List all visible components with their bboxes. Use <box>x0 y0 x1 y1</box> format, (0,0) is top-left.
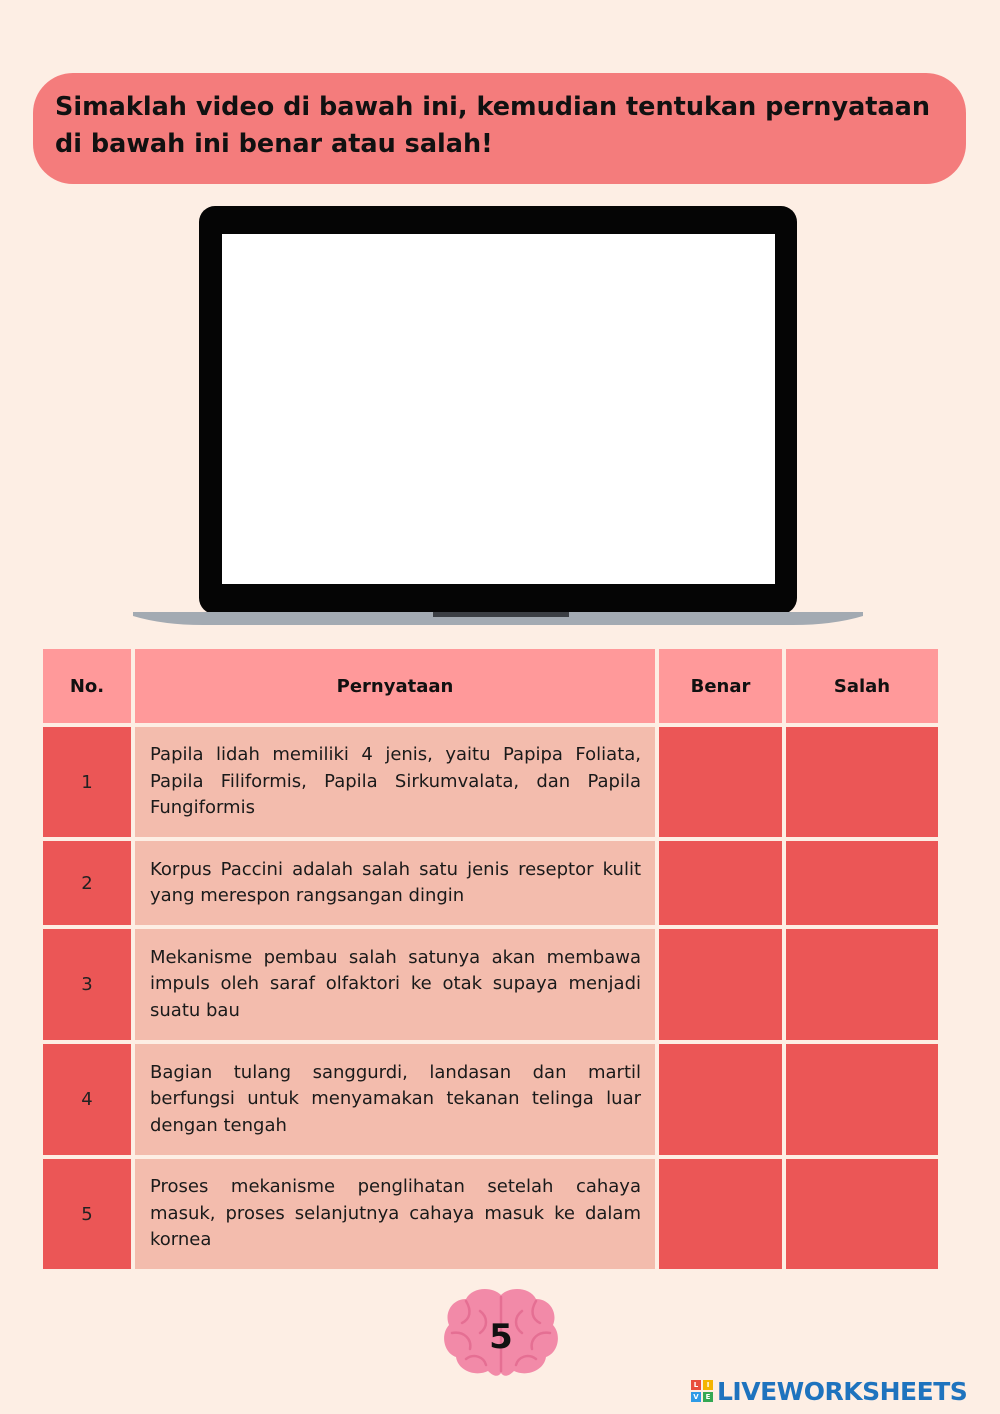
answer-false-cell[interactable] <box>786 727 938 837</box>
laptop-notch <box>433 612 569 617</box>
answer-true-cell[interactable] <box>659 1159 782 1269</box>
answer-false-cell[interactable] <box>786 929 938 1040</box>
table-row <box>43 1044 938 1155</box>
watermark-text: LIVEWORKSHEETS <box>717 1376 968 1406</box>
table-header-row <box>43 649 938 723</box>
row-statement: Mekanisme pembau salah satunya akan membawa impuls oleh saraf olfaktori ke otak supaya menjadi suatu bau <box>135 929 655 1040</box>
header-no: No. <box>43 649 131 723</box>
answer-true-cell[interactable] <box>659 1044 782 1155</box>
header-true: Benar <box>659 649 782 723</box>
answer-true-cell[interactable] <box>659 929 782 1040</box>
liveworksheets-logo-icon <box>691 1380 713 1402</box>
laptop-icon <box>133 205 867 625</box>
logo-letter: I <box>703 1380 713 1390</box>
row-statement: Proses mekanisme penglihatan setelah cahaya masuk, proses selanjutnya cahaya masuk ke dalam kornea <box>135 1159 655 1269</box>
row-number: 4 <box>43 1044 131 1155</box>
video-screen[interactable] <box>222 234 775 584</box>
liveworksheets-watermark <box>691 1374 967 1408</box>
answer-false-cell[interactable] <box>786 1159 938 1269</box>
instruction-line-1: Simaklah video di bawah ini, kemudian tentukan pernyataan <box>55 92 931 122</box>
page-badge <box>442 1287 560 1377</box>
table-row <box>43 841 938 925</box>
logo-letter: V <box>691 1392 701 1402</box>
answer-false-cell[interactable] <box>786 841 938 925</box>
row-number: 3 <box>43 929 131 1040</box>
instruction-line-2: di bawah ini benar atau salah! <box>55 129 493 159</box>
row-statement: Papila lidah memiliki 4 jenis, yaitu Papipa Foliata, Papila Filiformis, Papila Sirkumvalata, dan Papila Fungiformis <box>135 727 655 837</box>
logo-letter: E <box>703 1392 713 1402</box>
instruction-banner <box>33 73 966 184</box>
table-row <box>43 929 938 1040</box>
row-number: 2 <box>43 841 131 925</box>
logo-letter: L <box>691 1380 701 1390</box>
table-row <box>43 1159 938 1269</box>
statements-table <box>39 645 942 1273</box>
header-false: Salah <box>786 649 938 723</box>
row-number: 5 <box>43 1159 131 1269</box>
row-statement: Korpus Paccini adalah salah satu jenis reseptor kulit yang merespon rangsangan dingin <box>135 841 655 925</box>
answer-true-cell[interactable] <box>659 841 782 925</box>
answer-false-cell[interactable] <box>786 1044 938 1155</box>
row-number: 1 <box>43 727 131 837</box>
header-statement: Pernyataan <box>135 649 655 723</box>
table-row <box>43 727 938 837</box>
row-statement: Bagian tulang sanggurdi, landasan dan martil berfungsi untuk menyamakan tekanan telinga luar dengan tengah <box>135 1044 655 1155</box>
page-number: 5 <box>489 1317 513 1357</box>
answer-true-cell[interactable] <box>659 727 782 837</box>
